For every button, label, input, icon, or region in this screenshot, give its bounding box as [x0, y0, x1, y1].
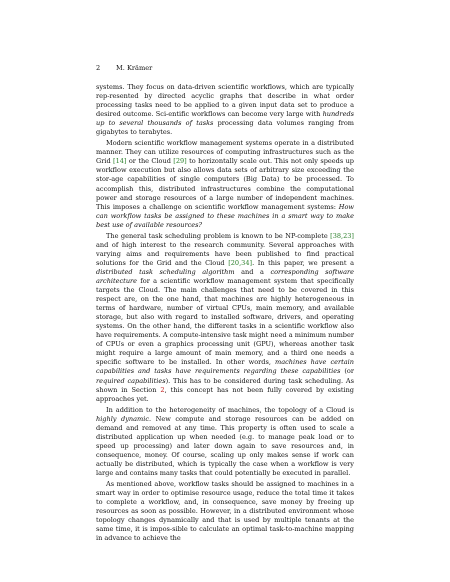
paragraph — [96, 232, 354, 404]
emphasis-text: required capabilities — [96, 376, 166, 385]
paragraph-text: systems. They focus on data-driven scientific workflows, which are typically rep-resented by directed acyclic graphs that describe in what order processing tasks need to be applied to a given input data set to produce a desired outcome. Sci-entific workflows can become very large with — [96, 83, 354, 119]
running-header — [96, 64, 152, 73]
citation-link[interactable]: [38,23] — [330, 231, 354, 240]
paragraph-text: or the Cloud — [126, 157, 174, 166]
emphasis-text: hundreds up to several thousands of tasks — [96, 110, 354, 128]
emphasis-text: How can workflow tasks be assigned to these machines in a smart way to make best use of available resources? — [96, 202, 354, 229]
emphasis-text: distributed task scheduling algorithm — [96, 267, 235, 276]
paragraph-text: As mentioned above, workflow tasks should be assigned to machines in a smart way in order to optimise resource usage, reduce the total time it takes to complete a workflow, and, in consequence, save money by freeing up resources as soon as possible. However, in a distributed environment whose topology changes dynamically and that is used by multiple tenants at the same time, it is impos-sible to calculate an optimal task-to-machine mapping in advance to achieve the — [96, 480, 354, 543]
paragraph-text: to horizontally scale out. This not only speeds up workflow execution but also allows data sets of arbitrary size exceeding the stor-age capabilities of single computers (Big Data) to be processed. To accomplish this, distributed infrastructures combine the computational power and storage resources of a large number of independent machines. This imposes a challenge on scientific workflow management systems: — [96, 157, 354, 211]
citation-link[interactable]: [14] — [113, 157, 127, 166]
emphasis-text: machines have certain capabilities and tasks have requirements regarding these capabilities — [96, 358, 354, 376]
paragraph-text: (or — [340, 367, 354, 376]
paragraph — [96, 139, 354, 229]
paragraph-text: In addition to the heterogeneity of machines, the topology of a Cloud is — [106, 405, 354, 414]
paragraph-text: and of high interest to the research community. Several approaches with varying aims and requirements have been published to find practical solutions for the Grid and the Cloud — [96, 240, 354, 267]
paragraph-text: The general task scheduling problem is known to be NP-complete — [106, 231, 331, 240]
emphasis-text: corresponding software architecture — [96, 267, 354, 285]
paragraph — [96, 83, 354, 137]
page-number: 2 — [96, 64, 101, 72]
paragraph-text: Modern scientific workflow management systems operate in a distributed manner. They can utilize resources of computing infrastructures such as the Grid — [96, 139, 354, 166]
emphasis-text: highly dynamic — [96, 414, 150, 423]
paragraph-text: processing data volumes ranging from gigabytes to terabytes. — [96, 119, 354, 137]
paragraph-text: ). This has to be considered during task scheduling. As shown in Section — [96, 376, 354, 394]
paragraph-text: . New compute and storage resources can be added on demand and removed at any time. This property is often used to scale a distributed application up when needed (e.g. to manage peak load or to speed up processing) and later down again to save resources and, in consequence, money. Of course, scaling up only makes sense if work can actually be distributed, which is typically the case when a workflow is very large and contains many tasks that could potentially be executed in parallel. — [96, 414, 354, 477]
paragraph-text: . In this paper, we present a — [252, 258, 354, 267]
paragraph-text: , this concept has not been fully covered by existing approaches yet. — [96, 385, 354, 403]
citation-link[interactable]: [20,34] — [228, 258, 253, 267]
paragraph — [96, 480, 354, 543]
section-ref-link[interactable]: 2 — [160, 385, 165, 394]
paragraph — [96, 406, 354, 478]
running-author: M. Krämer — [116, 64, 153, 72]
paragraph-text: for a scientific workflow management system that specifically targets the Cloud. The main challenges that need to be covered in this respect are, on the one hand, that machines are highly heterogeneous in terms of hardware, number of virtual CPUs, main memory, and available storage, but also with regard to installed software, drivers, and operating systems. On the other hand, the different tasks in a scientific workflow also have requirements. A compute-intensive task might need a minimum number of CPUs or even a graphics processing unit (GPU), whereas another task might require a large amount of main memory, and a third one needs a specific software to be installed. In other words, — [96, 276, 354, 367]
body-text — [96, 83, 354, 543]
citation-link[interactable]: [29] — [173, 157, 187, 166]
paragraph-text: and a — [234, 267, 271, 276]
